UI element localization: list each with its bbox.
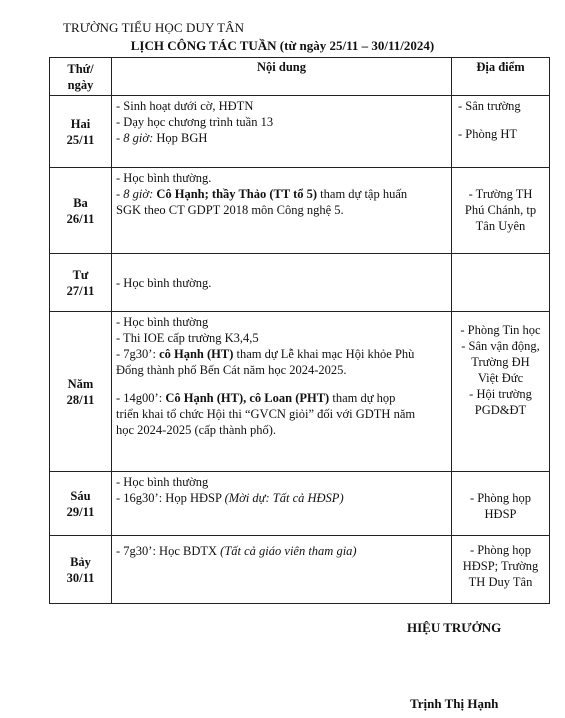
place-line: - Sân vận động, (461, 339, 540, 353)
place-line: - Phòng họp (469, 491, 532, 505)
row-saturday (50, 536, 550, 604)
day-thursday (50, 312, 112, 472)
day-saturday (50, 536, 112, 604)
place-line: HĐSP (484, 507, 517, 521)
schedule-table (49, 57, 550, 604)
place-line: PGD&ĐT (474, 403, 527, 417)
content-line: - Sinh hoạt dưới cờ, HĐTN (116, 99, 254, 113)
content-line: - 14g00’: Cô Hạnh (HT), cô Loan (PHT) tham dự họp (116, 391, 396, 405)
day-name: Tư (72, 267, 89, 282)
signature-title: HIỆU TRƯỞNG (407, 620, 502, 635)
day-name: Năm (67, 376, 94, 391)
content-line: - Dạy học chương trình tuần 13 (116, 115, 274, 129)
header-place: Địa điểm (452, 58, 550, 96)
day-friday (50, 472, 112, 536)
content-line: - Thi IOE cấp trường K3,4,5 (116, 331, 259, 345)
place-line: - Sân trường (458, 99, 521, 113)
content-monday (112, 96, 452, 168)
row-thursday (50, 312, 550, 472)
place-line: Phú Chánh, tp (464, 203, 537, 217)
day-name: Sáu (70, 488, 91, 503)
content-line: SGK theo CT GDPT 2018 môn Công nghệ 5. (116, 203, 344, 217)
place-saturday (452, 536, 550, 604)
content-wednesday (112, 254, 452, 312)
content-thursday (112, 312, 452, 472)
place-thursday (452, 312, 550, 472)
header-content: Nội dung (112, 58, 452, 96)
place-tuesday (452, 168, 550, 254)
content-line: - Học bình thường (116, 315, 209, 329)
content-tuesday (112, 168, 452, 254)
place-line: Việt Đức (477, 371, 524, 385)
signature-name: Trịnh Thị Hạnh (410, 696, 499, 711)
row-wednesday (50, 254, 550, 312)
content-line: - Học bình thường (116, 475, 209, 489)
content-line: - 16g30’: Họp HĐSP (Mời dự: Tất cả HĐSP) (116, 491, 344, 505)
day-wednesday (50, 254, 112, 312)
content-line: triển khai tổ chức Hội thi “GVCN giỏi” đối với GDTH năm (116, 407, 416, 421)
place-friday (452, 472, 550, 536)
day-date: 25/11 (66, 132, 95, 147)
place-line: - Phòng Tin học (460, 323, 541, 337)
content-line: - 7g30’: Học BDTX (Tất cả giáo viên tham gia) (116, 544, 357, 558)
day-name: Bảy (70, 554, 91, 569)
content-line: Đổng thành phố Bến Cát năm học 2024-2025. (116, 363, 347, 377)
place-line: Tân Uyên (475, 219, 526, 233)
page-title: LỊCH CÔNG TÁC TUẦN (từ ngày 25/11 – 30/11/2024) (130, 38, 435, 53)
day-date: 28/11 (66, 392, 95, 407)
content-line: học 2024-2025 (cấp thành phố). (116, 423, 277, 437)
header-day-line2: ngày (67, 77, 94, 92)
row-tuesday (50, 168, 550, 254)
place-wednesday (452, 254, 550, 312)
place-line: TH Duy Tân (468, 575, 533, 589)
day-date: 30/11 (66, 570, 95, 585)
day-date: 26/11 (66, 211, 95, 226)
place-line: Trường ĐH (471, 355, 530, 369)
day-date: 27/11 (66, 283, 95, 298)
day-name: Hai (70, 116, 91, 131)
row-monday (50, 96, 550, 168)
day-name: Ba (73, 195, 88, 210)
content-line: - Học bình thường. (116, 276, 212, 290)
place-line: - Phòng HT (458, 127, 518, 141)
content-saturday (112, 536, 452, 604)
day-date: 29/11 (66, 504, 95, 519)
day-monday (50, 96, 112, 168)
day-tuesday (50, 168, 112, 254)
school-name: TRƯỜNG TIỂU HỌC DUY TÂN (63, 20, 245, 35)
content-line: - 8 giờ: Họp BGH (116, 131, 208, 145)
content-line: - Học bình thường. (116, 171, 212, 185)
place-line: - Hội trường (469, 387, 532, 401)
row-friday (50, 472, 550, 536)
content-line: - 8 giờ: Cô Hạnh; thầy Thảo (TT tổ 5) tham dự tập huấn (116, 187, 408, 201)
place-line: - Trường TH (468, 187, 533, 201)
place-line: - Phòng họp (469, 543, 532, 557)
header-row (50, 58, 550, 96)
content-line: - 7g30’: cô Hạnh (HT) tham dự Lễ khai mạc Hội khỏe Phù (116, 347, 415, 361)
content-friday (112, 472, 452, 536)
place-monday (452, 96, 550, 168)
place-line: HĐSP; Trường (462, 559, 539, 573)
header-day (50, 58, 112, 96)
header-day-line1: Thứ/ (67, 61, 94, 76)
